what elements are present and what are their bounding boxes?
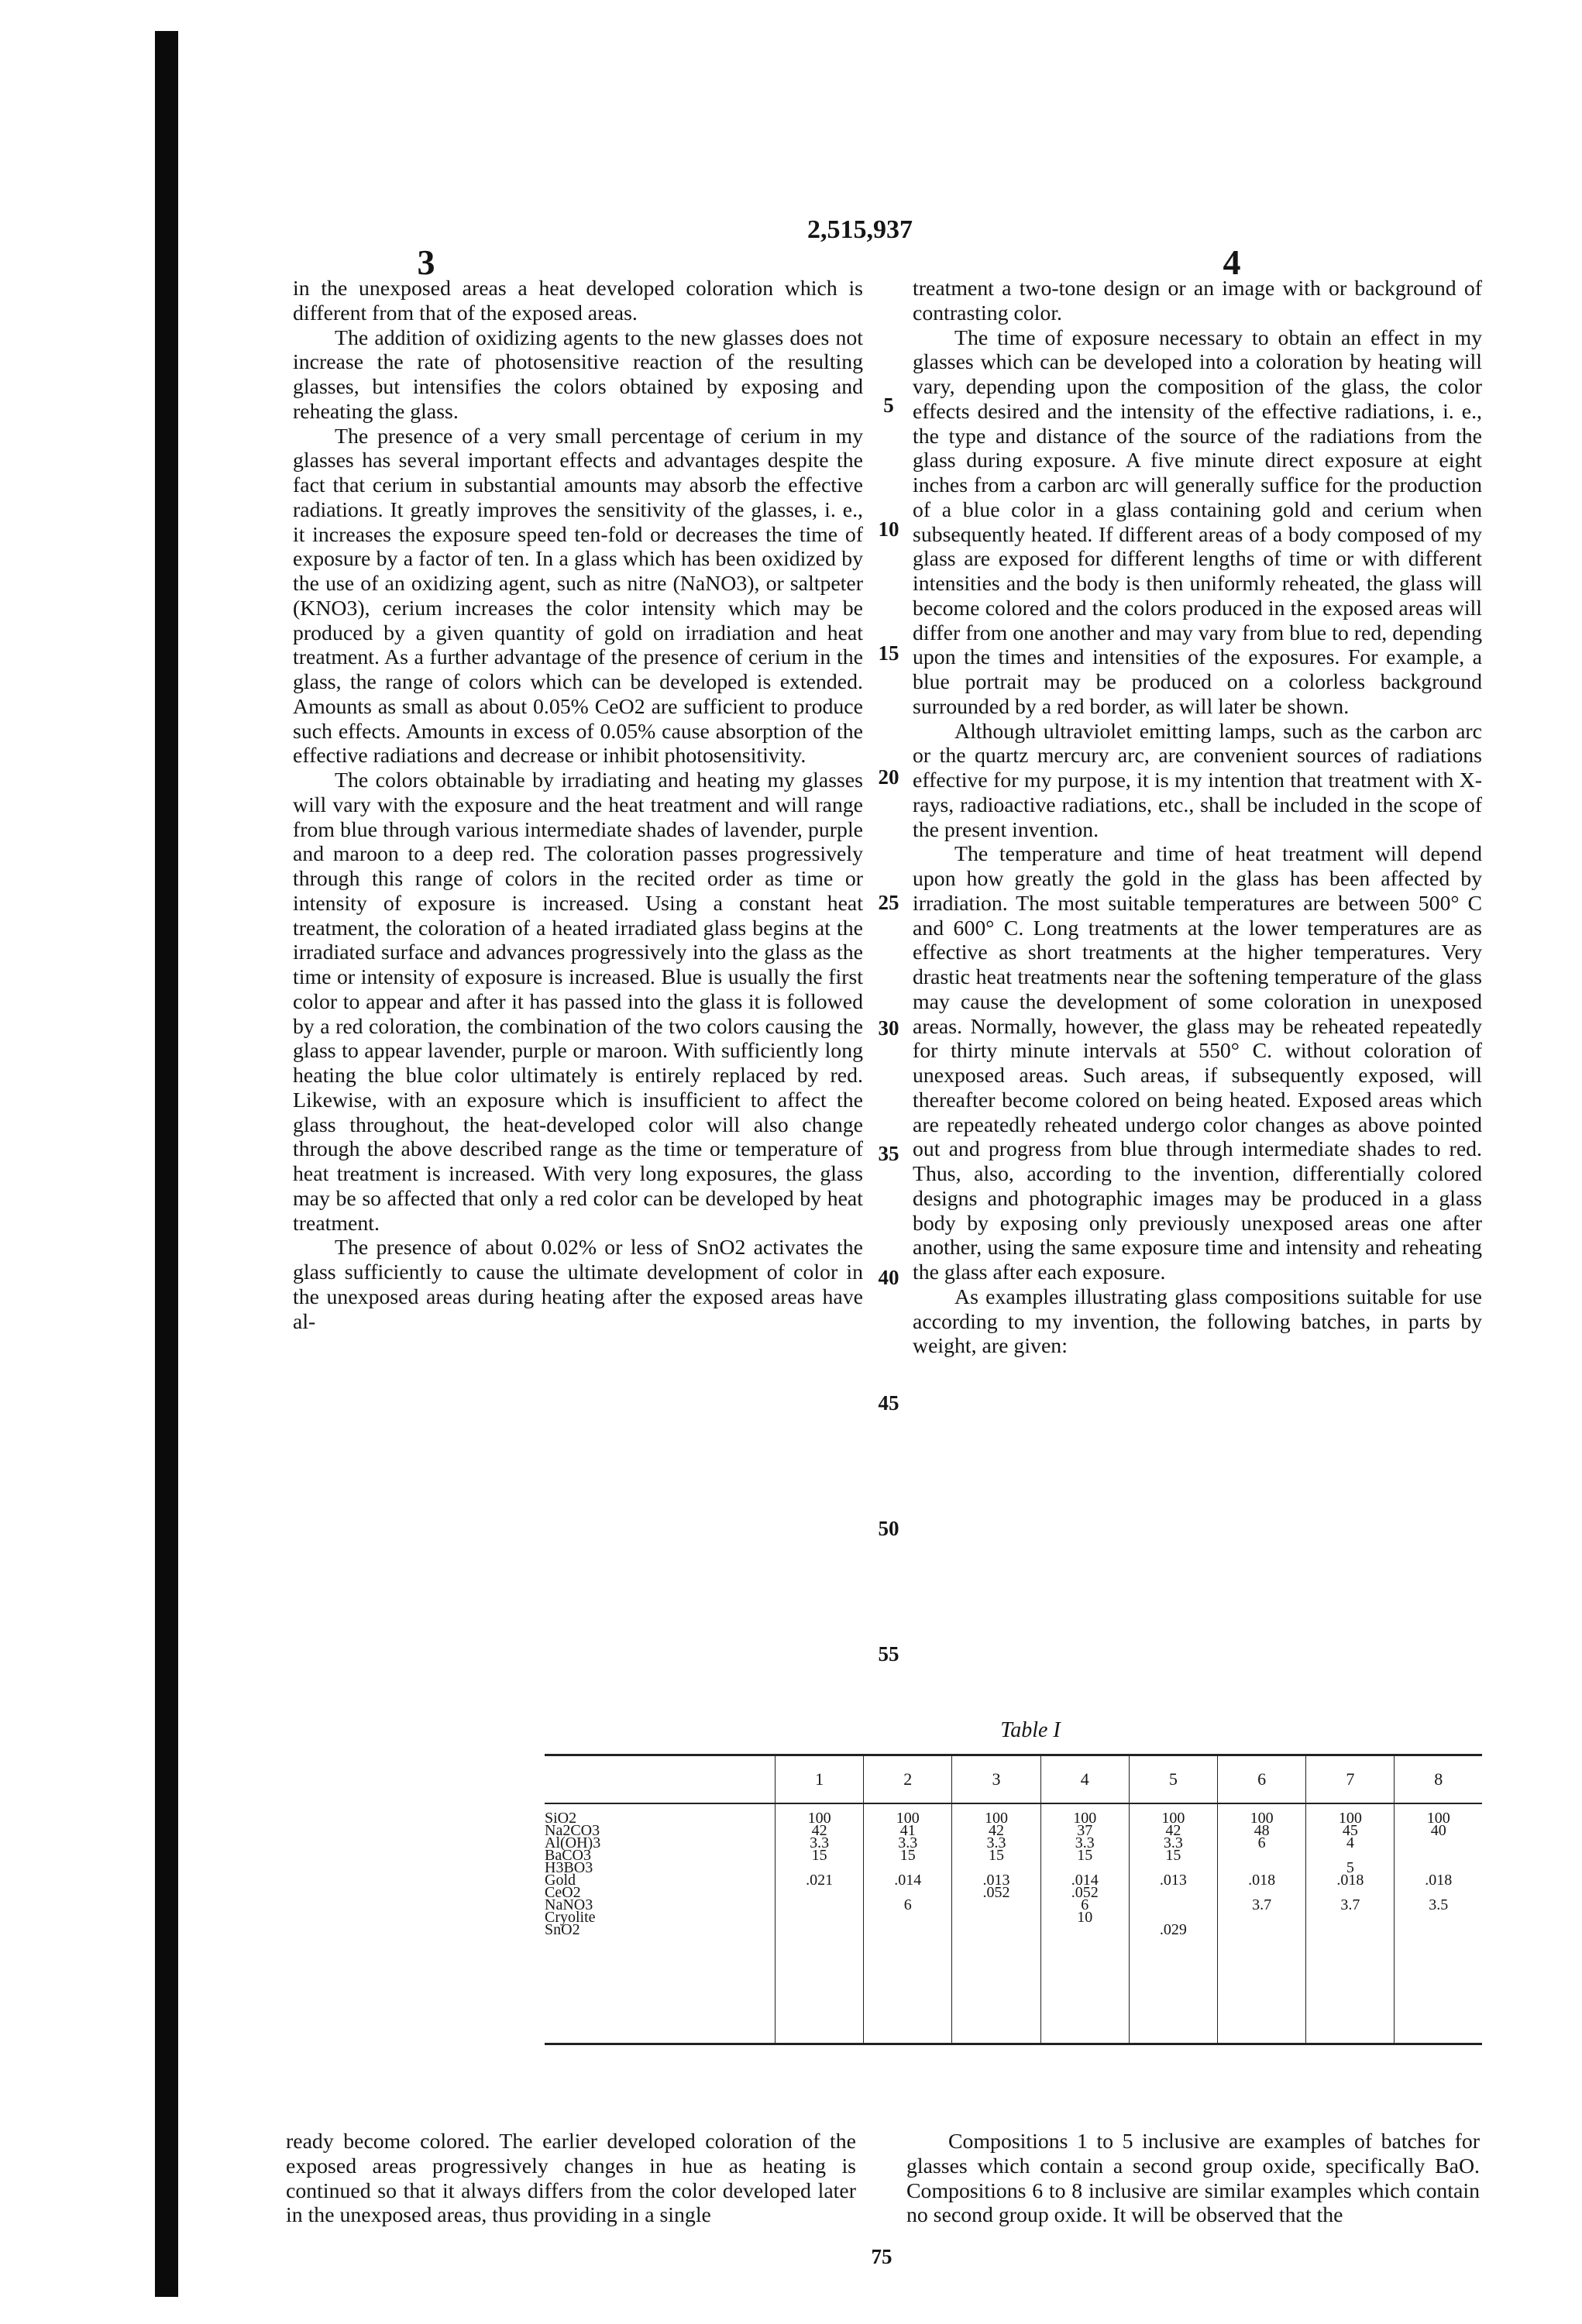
row-label: Na2CO3 [545, 1822, 600, 1839]
left-column-top [293, 277, 863, 1334]
paragraph: The presence of about 0.02% or less of SnO2 activates the glass sufficiently to cause the ultimate development of color in the unexposed areas during heating after the exposed areas have al- [293, 1236, 863, 1334]
table-cell-value: 100 [807, 1810, 831, 1827]
row-label: NaNO3 [545, 1896, 593, 1913]
line-number: 25 [878, 891, 899, 914]
table-cell-value: 100 [1161, 1810, 1185, 1827]
table-cell-value [780, 1911, 858, 1923]
table-cell-value: .013 [1159, 1872, 1187, 1889]
batch-composition-table [545, 1754, 1482, 2045]
line-number: 20 [878, 765, 899, 789]
line-number: 15 [878, 641, 899, 665]
table-cell-value [957, 1911, 1035, 1923]
table-cell-value: 48 [1254, 1822, 1270, 1839]
left-column-bottom [286, 2130, 856, 2228]
table-cell-value: 3.7 [1252, 1896, 1272, 1913]
table-cell-value: 45 [1342, 1822, 1358, 1839]
table-cell-value [780, 1923, 858, 1936]
table-cell-value: 3.7 [1340, 1896, 1360, 1913]
table-cell-value: .014 [1071, 1872, 1099, 1889]
table-cell-value: 3.3 [1163, 1834, 1183, 1851]
table-cell-value: .013 [982, 1872, 1010, 1889]
line-number: 75 [871, 2245, 892, 2268]
table-column-cell [1218, 1803, 1306, 2044]
table-corner-cell [545, 1755, 776, 1804]
patent-number: 2,515,937 [807, 215, 913, 244]
table-cell-value [1399, 1923, 1477, 1936]
paragraph: Although ultraviolet emitting lamps, such as the carbon arc or the quartz mercury arc, are convenient sources of radiations effective for my purpose, it is my intention that treatment with X-rays, radioactive radiations, etc., shall be included in the scope of the present invention. [913, 719, 1482, 842]
left-page-number: 3 [417, 242, 435, 282]
table-cell-value [957, 1923, 1035, 1936]
table-column-cell [776, 1803, 864, 2044]
table-cell-value: .018 [1248, 1872, 1276, 1889]
table-column-header: 4 [1040, 1755, 1129, 1804]
scan-edge-bar [155, 31, 178, 2297]
row-label: Cryolite [545, 1909, 596, 1926]
table-cell-value [1223, 1923, 1301, 1936]
paragraph: The colors obtainable by irradiating and heating my glasses will vary with the exposure and the heat treatment and will range from blue through various intermediate shades of lavender, purple and maroon to a deep red. The coloration passes progressively through this range of colors in the recited order as time or intensity of exposure is increased. Using a constant heat treatment, the coloration of a heated irradiated glass begins at the irradiated surface and advances progressively into the glass as the time or intensity of exposure is increased. Blue is usually the first color to appear and after it has passed into the glass it is followed by a red coloration, the combination of the two colors causing the glass to appear lavender, purple or maroon. With sufficiently long heating the blue color ultimately is entirely replaced by red. Likewise, with an exposure which is insufficient to affect the glass throughout, the heat-developed color will also change through the above described range as the time or temperature of heat treatment is increased. With very long exposures, the glass may be so affected that only a red color can be developed by heat treatment. [293, 768, 863, 1236]
table-cell-value: 42 [989, 1822, 1004, 1839]
table-cell-value: 100 [985, 1810, 1008, 1827]
table-cell-value: 42 [1165, 1822, 1181, 1839]
line-number: 55 [878, 1642, 899, 1666]
row-label: BaCO3 [545, 1847, 591, 1864]
table-cell-value: 15 [811, 1847, 827, 1864]
table-cell-value: 5 [1346, 1859, 1354, 1876]
line-number: 50 [878, 1517, 899, 1540]
table-cell-value [1399, 1849, 1477, 1862]
paragraph: The temperature and time of heat treatment will depend upon how greatly the gold in the glass has been affected by irradiation. The most suitable temperatures are between 500° C and 600° C. Long treatments at the lower temperatures are as effective as short treatments at the higher temperatures. Very drastic heat treatments near the softening temperature of the glass may cause the development of some coloration in unexposed areas. Normally, however, the glass may be reheated repeatedly for thirty minute intervals at 550° C. without coloration of unexposed areas. Such areas, if subsequently exposed, will thereafter become colored on being heated. Exposed areas which are repeatedly reheated undergo color changes as above pointed out and progress from blue through intermediate shades to red. Thus, also, according to the invention, differentially colored designs and photographic images may be produced in a glass body by exposing only previously unexposed areas one after another, using the same exposure time and intensity and reheating the glass after each exposure. [913, 842, 1482, 1284]
table-cell-value: 41 [899, 1822, 916, 1839]
table-cell-value: .021 [806, 1872, 834, 1889]
row-label: SnO2 [545, 1921, 580, 1938]
table-cell-value: 42 [811, 1822, 827, 1839]
table-cell-value: 100 [1426, 1810, 1450, 1827]
table-cell-value: 3.3 [1075, 1834, 1095, 1851]
table-cell-value: .052 [1071, 1884, 1099, 1901]
table-cell-value: 6 [903, 1896, 912, 1913]
row-label-cell [545, 1803, 776, 2044]
table-column-header: 7 [1306, 1755, 1395, 1804]
table-cell-value: 10 [1077, 1909, 1093, 1926]
table-cell-value: 3.3 [898, 1834, 918, 1851]
paragraph: The presence of a very small percentage of cerium in my glasses has several important effects and advantages despite the fact that cerium in substantial amounts may absorb the effective radiations. It greatly improves the sensitivity of the glasses, i. e., it increases the exposure speed ten-fold or decreases the time of exposure by a factor of ten. In a glass which has been oxidized by the use of an oxidizing agent, such as nitre (NaNO3), or saltpeter (KNO3), cerium increases the color intensity which may be produced by a given quantity of gold on irradiation and heat treatment. As a further advantage of the presence of cerium in the glass, the range of colors which can be developed is extended. Amounts as small as about 0.05% CeO2 are sufficient to produce such effects. Amounts in excess of 0.05% cause absorption of the effective radiations and decrease or inhibit photosensitivity. [293, 424, 863, 768]
row-label: CeO2 [545, 1884, 581, 1901]
table-column-cell [1040, 1803, 1129, 2044]
table-cell-value: 15 [1077, 1847, 1093, 1864]
table-cell-value: .029 [1159, 1921, 1187, 1938]
table-header-row [545, 1755, 1482, 1804]
row-label: Gold [545, 1872, 576, 1889]
table-cell-value: 3.3 [986, 1834, 1006, 1851]
table-cell-value: 6 [1257, 1834, 1266, 1851]
line-number: 40 [878, 1266, 899, 1289]
table-cell-value: 37 [1077, 1822, 1093, 1839]
table-body-row [545, 1803, 1482, 2044]
paragraph: As examples illustrating glass compositions suitable for use according to my invention, the following batches, in parts by weight, are given: [913, 1284, 1482, 1359]
table-cell-value: 4 [1346, 1834, 1354, 1851]
right-column-top [913, 277, 1482, 1359]
table-column-header: 3 [952, 1755, 1040, 1804]
table-column-header: 5 [1129, 1755, 1217, 1804]
paragraph: Compositions 1 to 5 inclusive are examples of batches for glasses which contain a second group oxide, specifically BaO. Compositions 6 to 8 inclusive are similar examples which contain no second group oxide. It will be observed that the [906, 2130, 1480, 2228]
table-column-header: 6 [1218, 1755, 1306, 1804]
table-column-cell [864, 1803, 952, 2044]
table-column-cell [1306, 1803, 1395, 2044]
line-number: 10 [878, 517, 899, 541]
table-cell-value: .018 [1336, 1872, 1364, 1889]
table-caption: Table I [1000, 1718, 1061, 1742]
paragraph: The addition of oxidizing agents to the new glasses does not increase the rate of photosensitive reaction of the resulting glasses, but intensifies the colors obtained by exposing and reheating the glass. [293, 325, 863, 424]
table-cell-value: 100 [1073, 1810, 1097, 1827]
table-cell-value: 15 [989, 1847, 1004, 1864]
table-cell-value: 100 [896, 1810, 920, 1827]
table-cell-value: .052 [982, 1884, 1010, 1901]
paragraph: ready become colored. The earlier developed coloration of the exposed areas progressively changes in hue as heating is continued so that it always differs from the color developed later in the unexposed areas, thus providing in a single [286, 2130, 856, 2228]
line-number: 35 [878, 1142, 899, 1165]
table-cell-value [1134, 1899, 1212, 1911]
table-column-header: 2 [864, 1755, 952, 1804]
table-cell-value [1311, 1923, 1389, 1936]
table-column-cell [952, 1803, 1040, 2044]
row-label: H3BO3 [545, 1859, 593, 1876]
table-column-cell [1395, 1803, 1482, 2044]
table-cell-value: 40 [1430, 1822, 1446, 1839]
right-page-number: 4 [1223, 242, 1241, 282]
table-cell-value: 6 [1081, 1896, 1089, 1913]
paragraph: in the unexposed areas a heat developed coloration which is different from that of the exposed areas. [293, 277, 863, 325]
table-cell-value: .018 [1425, 1872, 1453, 1889]
line-number: 30 [878, 1016, 899, 1040]
table-cell-value: .014 [894, 1872, 922, 1889]
paragraph: The time of exposure necessary to obtain an effect in my glasses which can be developed into a coloration by heating will vary, depending upon the composition of the glass, the color effects desired and the intensity of the effective radiations, i. e., the type and distance of the source of the radiations from the glass during exposure. A five minute direct exposure at eight inches from a carbon arc will generally suffice for the production of a blue color in a glass containing gold and cerium when subsequently heated. If different areas of a body composed of my glass are exposed for different lengths of time or with different intensities and the body is then uniformly reheated, the glass will become colored and the colors produced in the exposed areas will differ from one another and may vary from blue to red, depending upon the times and intensities of the exposures. For example, a blue portrait may be produced on a colorless background surrounded by a red border, as will later be shown. [913, 325, 1482, 719]
table-cell-value [780, 1899, 858, 1911]
row-label: SiO2 [545, 1810, 577, 1827]
right-column-bottom [906, 2130, 1480, 2228]
table-cell-value: 3.3 [810, 1834, 830, 1851]
line-number: 5 [883, 394, 894, 417]
table-cell-value: 100 [1250, 1810, 1274, 1827]
table-cell-value: 15 [899, 1847, 916, 1864]
table-cell-value: 15 [1165, 1847, 1181, 1864]
table-column-cell [1129, 1803, 1217, 2044]
table-cell-value [868, 1923, 947, 1936]
table-column-header: 1 [776, 1755, 864, 1804]
paragraph: treatment a two-tone design or an image with or background of contrasting color. [913, 277, 1482, 325]
row-label: Al(OH)3 [545, 1834, 601, 1851]
table-column-header: 8 [1395, 1755, 1482, 1804]
line-number: 45 [878, 1391, 899, 1415]
table-cell-value: 100 [1338, 1810, 1362, 1827]
table-cell-value: 3.5 [1429, 1896, 1449, 1913]
